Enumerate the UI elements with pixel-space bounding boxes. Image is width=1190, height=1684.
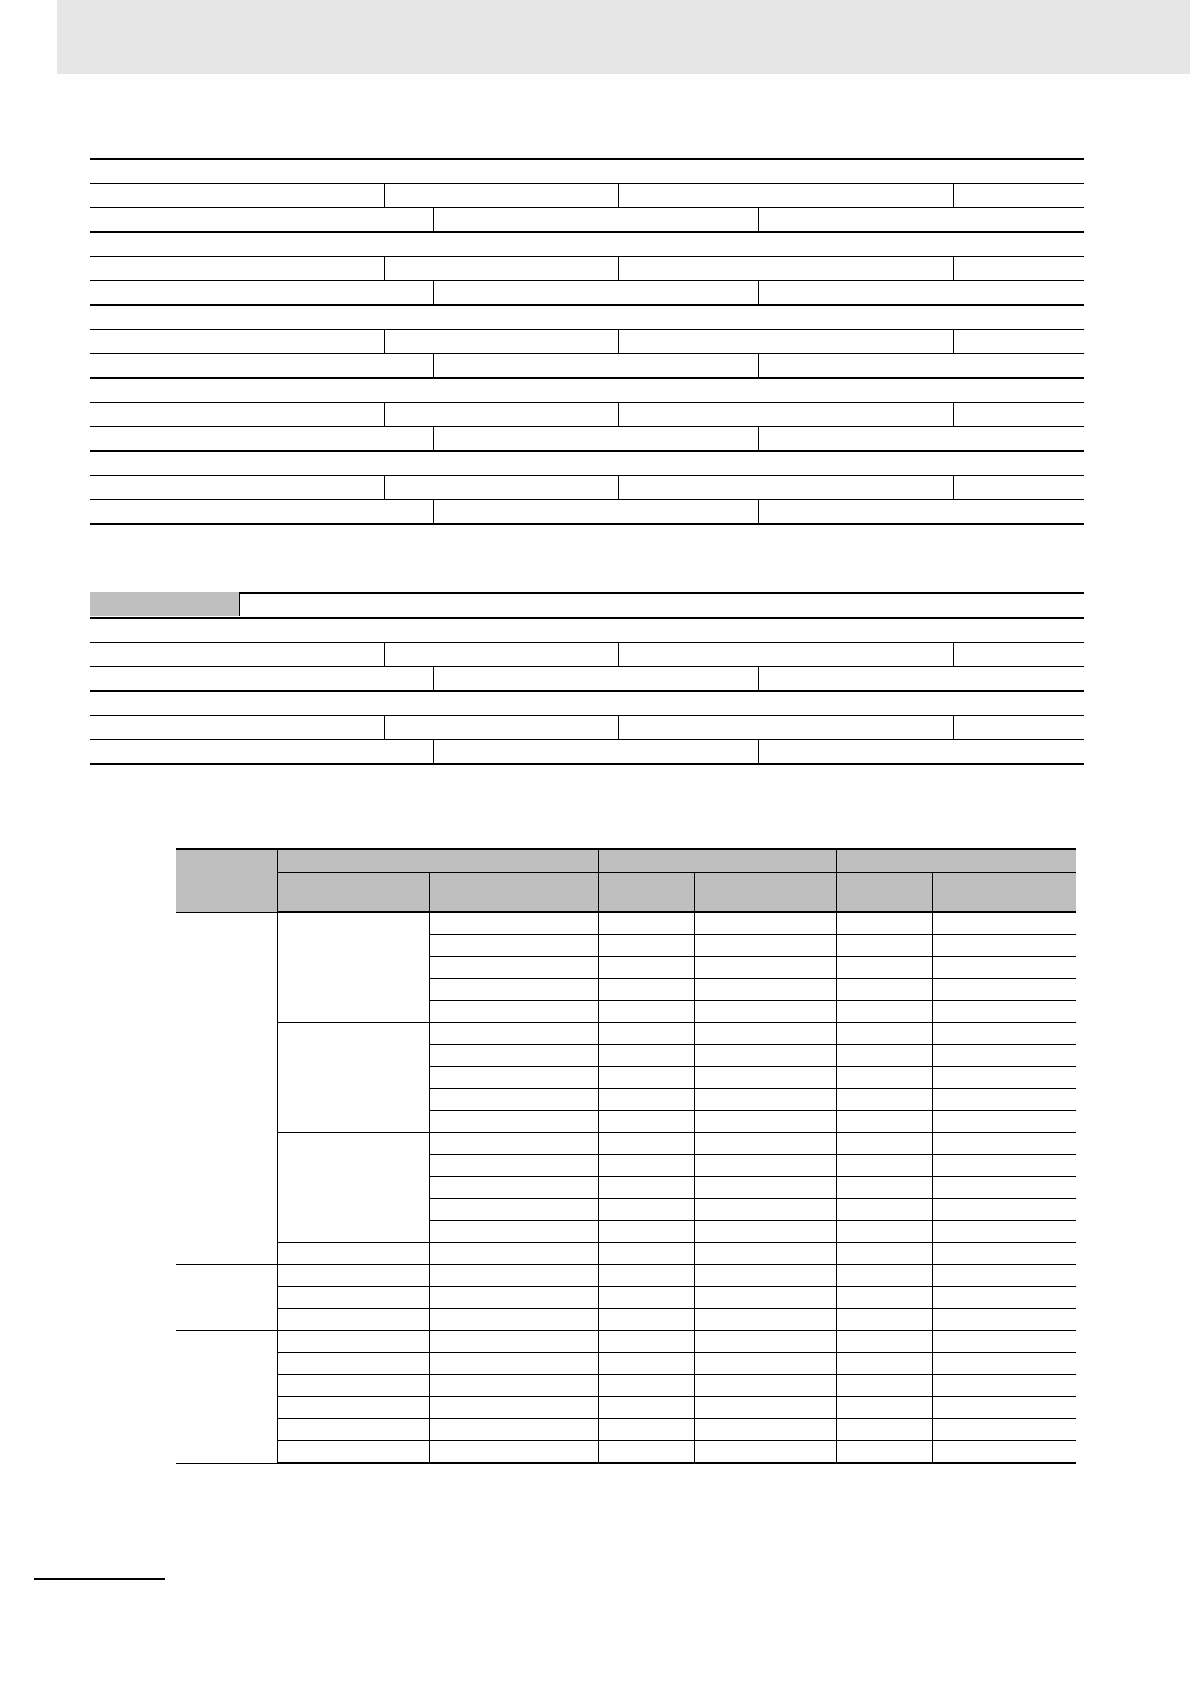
entry-name-row <box>90 305 1084 330</box>
entry-name-row <box>90 232 1084 257</box>
grid-header-cell <box>277 849 598 873</box>
entry-name-row <box>90 618 1084 643</box>
table-row <box>176 1309 1076 1331</box>
entry-name-row <box>90 159 1084 184</box>
table-row <box>176 1265 1076 1287</box>
object-tag <box>90 592 240 616</box>
grid-subheader-cell <box>429 873 598 913</box>
entry-name-row <box>90 691 1084 716</box>
grid-header <box>176 849 1076 912</box>
grid-header-cell <box>598 849 836 873</box>
object-table-a <box>90 158 1084 525</box>
page-header-margin <box>0 0 57 74</box>
grid-header-cell <box>836 849 1076 873</box>
grid-body <box>176 912 1076 1463</box>
grid-subheader-cell <box>694 873 836 913</box>
object-tag-row <box>90 592 1084 616</box>
entry-name-row <box>90 451 1084 476</box>
grid-subheader-cell <box>932 873 1076 913</box>
grid-subheader-cell <box>836 873 932 913</box>
object-entry-6 <box>90 618 1084 691</box>
table-row <box>176 912 1076 935</box>
table-row <box>176 1397 1076 1419</box>
object-entry-2 <box>90 232 1084 305</box>
grid-subheader-cell <box>598 873 694 913</box>
object-table-b <box>90 617 1084 765</box>
table-row <box>176 1419 1076 1441</box>
grid-subheader-cell <box>277 873 429 913</box>
table-row <box>176 1353 1076 1375</box>
table-row <box>176 1375 1076 1397</box>
mapping-grid-table <box>176 848 1076 1464</box>
object-entry-5 <box>90 451 1084 524</box>
grid-header-cell <box>176 849 277 912</box>
table-row <box>176 1331 1076 1353</box>
table-row <box>176 1023 1076 1045</box>
object-entry-7 <box>90 691 1084 764</box>
table-row <box>176 1287 1076 1309</box>
footer-rule <box>34 1578 165 1580</box>
table-row <box>176 1441 1076 1464</box>
entry-name-row <box>90 378 1084 403</box>
page-header-band <box>57 0 1190 74</box>
table-row <box>176 1133 1076 1155</box>
object-entry-1 <box>90 159 1084 232</box>
object-entry-4 <box>90 378 1084 451</box>
table-row <box>176 1243 1076 1265</box>
object-entry-3 <box>90 305 1084 378</box>
